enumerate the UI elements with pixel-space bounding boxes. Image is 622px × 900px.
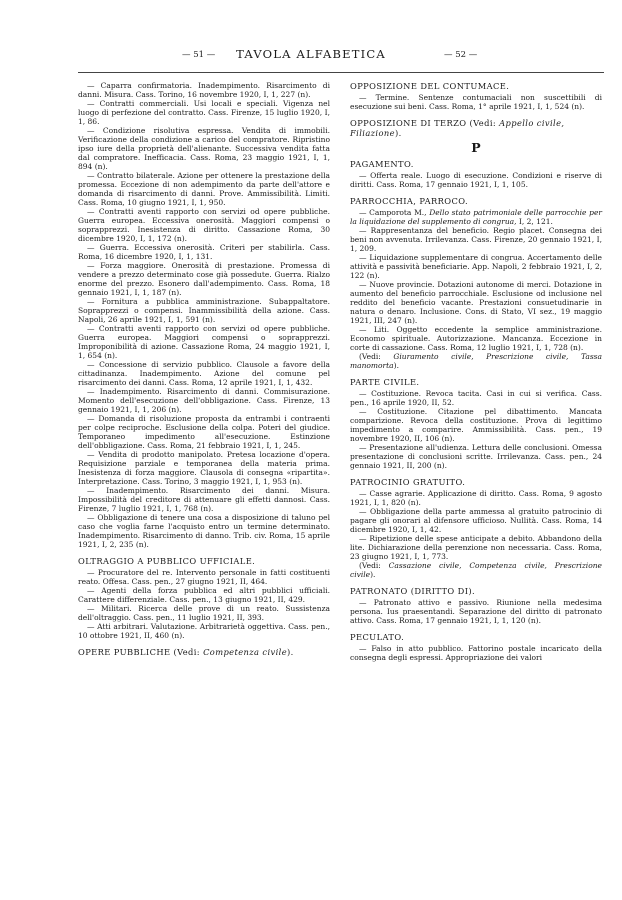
section-heading: PATROCINIO GRATUITO. [350, 477, 466, 487]
index-entry: — Vendita di prodotto manipolato. Pretesa locazione d'opera. Requisizione parziale e temporanea della materia prima. Inesistenza di forza maggiore. Clausola di consegna «ripartita». Interpretazione. Cass. Torino, 3 maggio 1921, I, 1, 953 (n). [78, 450, 330, 486]
vedi-text: (Vedi: [359, 352, 381, 361]
index-entry: — Falso in atto pubblico. Fattorino postale incaricato della consegna degli espressi. Appropriazione dei valori [350, 644, 602, 662]
section-heading: PATRONATO (DIRITTO DI). [350, 586, 476, 596]
section-heading [78, 647, 330, 657]
section-patrocinio [350, 477, 602, 579]
index-entry: — Inadempimento. Risarcimento dei danni. Misura. Impossibilità del creditore di attenuare gli effetti dannosi. Cass. Firenze, 7 luglio 1921, I, 1, 768 (n). [78, 486, 330, 513]
heading-end: ). [394, 128, 402, 138]
vedi-end: ). [370, 570, 376, 579]
index-entry: — Condizione risolutiva espressa. Vendita di immobili. Verificazione della condizione a carico del compratore. Ripristino ipso iure della proprietà dell'alienante. Successiva vendita fatta dal compratore. Inefficacia. Cass. Roma, 23 maggio 1921, I, 1, 894 (n). [78, 126, 330, 171]
vedi-text: (Vedi: [359, 561, 381, 570]
index-entry: — Ripetizione delle spese anticipate a debito. Abbandono della lite. Dichiarazione della perenzione non necessaria. Cass. Roma, 23 giugno 1921, I, 1, 773. [350, 534, 602, 561]
section-heading: OPPOSIZIONE DEL CONTUMACE. [350, 81, 510, 91]
index-entry: — Obbligazione di tenere una cosa a disposizione di taluno pel caso che voglia farne l'acquisto entro un termine determinato. Inadempimento. Risarcimento di danno. Trib. civ. Roma, 15 aprile 1921, I, 2, 235 (n). [78, 513, 330, 549]
section-heading: OLTRAGGIO A PUBBLICO UFFICIALE. [78, 556, 256, 566]
entry-title: Dello stato patrimoniale delle parrocchie per la liquidazione del supplemento di congrua, [350, 208, 602, 226]
index-entry: — Contratti commerciali. Usi locali e speciali. Vigenza nel luogo di perfezione del contratto. Cass. Firenze, 15 luglio 1920, I, 1, 86. [78, 99, 330, 126]
section-pagamento [350, 159, 602, 189]
section-opposizione-terzo [350, 118, 602, 138]
index-entry: — Militari. Ricerca delle prove di un reato. Sussistenza dell'oltraggio. Cass. pen., 11 luglio 1921, II, 393. [78, 604, 330, 622]
index-entry: — Liti. Oggetto eccedente la semplice amministrazione. Economo spirituale. Autorizzazione. Mancanza. Eccezione in corte di cassazione. Cass. Roma, 12 luglio 1921, I, 1, 728 (n). [350, 325, 602, 352]
index-entry: — Fornitura a pubblica amministrazione. Subappaltatore. Soprapprezzi o compensi. Inammissibilità della azione. Cass. Napoli, 26 aprile 1921, I, 1, 591 (n). [78, 297, 330, 324]
cross-reference: Cassazione civile, Competenza civile, Prescrizione civile [350, 561, 602, 579]
index-entry: — Costituzione. Citazione pel dibattimento. Mancata comparizione. Revoca della costituzione. Prova di legittimo impedimento a comparire. Ammissibilità. Cass. pen., 19 novembre 1920, II, 106 (n). [350, 407, 602, 443]
section-heading: PECULATO. [350, 632, 405, 642]
index-entry: — Contratto bilaterale. Azione per ottenere la prestazione della promessa. Eccezione di non adempimento da parte dell'attore e domanda di risarcimento di danni. Prove. Ammissibilità. Limiti. Cass. Roma, 10 giugno 1921, I, 1, 950. [78, 171, 330, 207]
section-heading: PARROCCHIA, PARROCO. [350, 196, 468, 206]
index-entry [350, 352, 602, 370]
cross-reference: Giuramento civile, Prescrizione civile, Tassa manomorta [350, 352, 602, 370]
index-entry: — Atti arbitrari. Valutazione. Arbitrarietà oggettiva. Cass. pen., 10 ottobre 1921, II, 460 (n). [78, 622, 330, 640]
header-rule [78, 72, 604, 73]
index-entry: — Liquidazione supplementare di congrua. Accertamento delle attività e passività beneficiarie. App. Napoli, 2 febbraio 1921, I, 2, 122 (n). [350, 253, 602, 280]
cross-reference: Appello civile, Filiazione [350, 118, 565, 138]
entry-author: — Camporota M., [359, 208, 427, 217]
page-number-right: — 52 — [444, 50, 478, 60]
index-entry: — Offerta reale. Luogo di esecuzione. Condizioni e riserve di diritti. Cass. Roma, 17 gennaio 1921, I, 1, 105. [350, 171, 602, 189]
section-heading: PAGAMENTO. [350, 159, 414, 169]
section-opere-pubbliche [78, 647, 330, 657]
index-entry: — Domanda di risoluzione proposta da entrambi i contraenti per colpe reciproche. Esclusione della colpa. Poteri del giudice. Temporaneo impedimento all'esecuzione. Estinzione dell'obbligazione. Cass. Roma, 21 febbraio 1921, I, 1, 245. [78, 414, 330, 450]
section-parte-civile [350, 377, 602, 470]
section-heading [350, 118, 602, 138]
index-entry: — Contratti aventi rapporto con servizi od opere pubbliche. Guerra europea. Maggiori compensi o soprapprezzi. Improponibilità di azione. Cassazione Roma, 24 maggio 1921, I, 1, 654 (n). [78, 324, 330, 360]
section-opposizione-contumace [350, 81, 602, 111]
entry-ref: I, 2, 121. [518, 217, 553, 226]
page-number-left: — 51 — [182, 50, 216, 60]
index-entry: — Forza maggiore. Onerosità di prestazione. Promessa di vendere a prezzo determinato cose già possedute. Guerra. Rialzo enorme del prezzo. Esonero dall'adempimento. Cass. Roma, 18 gennaio 1921, I, 1, 187 (n). [78, 261, 330, 297]
index-entry: — Termine. Sentenze contumaciali non suscettibili di esecuzione sui beni. Cass. Roma, 1° aprile 1921, I, 1, 524 (n). [350, 93, 602, 111]
cross-reference: Competenza civile [203, 647, 288, 657]
right-column [350, 81, 602, 662]
section-oltraggio [78, 556, 330, 640]
index-entry: — Guerra. Eccessiva onerosità. Criteri per stabilirla. Cass. Roma, 16 dicembre 1920, I, 1, 131. [78, 243, 330, 261]
index-entry: — Rappresentanza del beneficio. Regio placet. Consegna dei beni non avvenuta. Irrilevanza. Cass. Firenze, 20 gennaio 1921, I, 1, 209. [350, 226, 602, 253]
section-patronato [350, 586, 602, 625]
running-title: TAVOLA ALFABETICA [236, 47, 386, 61]
page-header [0, 47, 622, 66]
index-entry: — Caparra confirmatoria. Inadempimento. Risarcimento di danni. Misura. Cass. Torino, 16 novembre 1920, I, 1, 227 (n). [78, 81, 330, 99]
section-peculato [350, 632, 602, 662]
index-entry: — Contratti aventi rapporto con servizi od opere pubbliche. Guerra europea. Eccessiva onerosità. Maggiori compensi o soprapprezzi. Inesistenza di diritto. Cassazione Roma, 30 dicembre 1920, I, 1, 172 (n). [78, 207, 330, 243]
index-entry: — Obbligazione della parte ammessa al gratuito patrocinio di pagare gli onorari al difensore ufficioso. Nullità. Cass. Roma, 14 dicembre 1920, I, 1, 42. [350, 507, 602, 534]
index-entry: — Presentazione all'udienza. Lettura delle conclusioni. Omessa presentazione di conclusioni scritte. Irrilevanza. Cass. pen., 24 gennaio 1921, II, 200 (n). [350, 443, 602, 470]
heading-text: OPERE PUBBLICHE (Vedi: [78, 647, 201, 657]
left-column [78, 81, 330, 659]
vedi-end: ). [393, 361, 399, 370]
index-entry: — Agenti della forza pubblica ed altri pubblici ufficiali. Carattere differenziale. Cass. pen., 13 giugno 1921, II, 429. [78, 586, 330, 604]
heading-end: ). [287, 647, 294, 657]
index-entry: — Procuratore del re. Intervento personale in fatti costituenti reato. Offesa. Cass. pen., 27 giugno 1921, II, 464. [78, 568, 330, 586]
index-entry: — Concessione di servizio pubblico. Clausole a favore della cittadinanza. Inadempimento. Azione del comune pel risarcimento dei danni. Cass. Roma, 12 aprile 1921, I, 1, 432. [78, 360, 330, 387]
index-entry: — Patronato attivo e passivo. Riunione nella medesima persona. Ius praesentandi. Separazione del diritto di patronato attivo. Cass. Roma, 17 gennaio 1921, I, 1, 120 (n). [350, 598, 602, 625]
index-entry: — Inadempimento. Risarcimento di danni. Commisurazione. Momento dell'esecuzione dell'obbligazione. Cass. Firenze, 13 gennaio 1921, I, 1, 206 (n). [78, 387, 330, 414]
index-entry: — Casse agrarie. Applicazione di diritto. Cass. Roma, 9 agosto 1921, I, 1, 820 (n). [350, 489, 602, 507]
index-entry [350, 561, 602, 579]
section-parrocchia [350, 196, 602, 370]
section-heading: PARTE CIVILE. [350, 377, 420, 387]
heading-text: OPPOSIZIONE DI TERZO (Vedi: [350, 118, 497, 128]
index-entry [350, 208, 602, 226]
index-entry: — Costituzione. Revoca tacita. Casi in cui si verifica. Cass. pen., 16 aprile 1920, II, 52. [350, 389, 602, 407]
index-entry: — Nuove provincie. Dotazioni autonome di merci. Dotazione in aumento del beneficio parrocchiale. Esclusione od inclusione nel reddito del beneficio vacante. Prestazioni consuetudinarie in natura o denaro. Inclusione. Cons. di Stato, VI sez., 19 maggio 1921, III, 247 (n). [350, 280, 602, 325]
section-letter: P [471, 140, 481, 155]
